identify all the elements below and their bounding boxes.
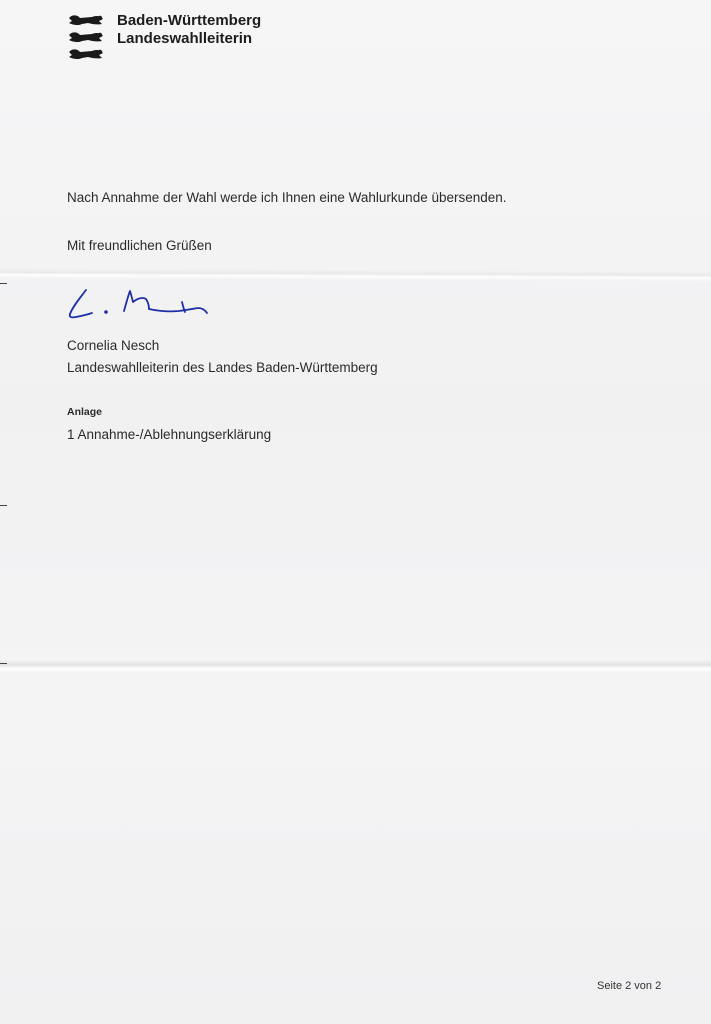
enclosure-item: 1 Annahme-/Ablehnungserklärung	[67, 427, 272, 442]
fold-line	[0, 268, 711, 281]
fold-mark	[0, 283, 7, 284]
enclosure-heading: Anlage	[67, 406, 103, 418]
fold-mark	[0, 663, 7, 664]
greeting: Mit freundlichen Grüßen	[67, 238, 212, 253]
organization-name	[117, 12, 261, 48]
page-number: Seite 2 von 2	[597, 980, 662, 992]
handwritten-signature	[64, 284, 214, 324]
organization-line-1: Baden-Württemberg	[117, 12, 262, 29]
closing-paragraph: Nach Annahme der Wahl werde ich Ihnen eine Wahlurkunde übersenden.	[67, 190, 507, 205]
signer-name: Cornelia Nesch	[67, 338, 160, 353]
organization-line-2: Landeswahlleiterin	[117, 30, 253, 47]
three-lions-crest-icon	[66, 12, 106, 64]
fold-line	[0, 660, 711, 674]
signer-title: Landeswahlleiterin des Landes Baden-Württemberg	[67, 360, 378, 375]
hole-mark	[0, 505, 7, 506]
